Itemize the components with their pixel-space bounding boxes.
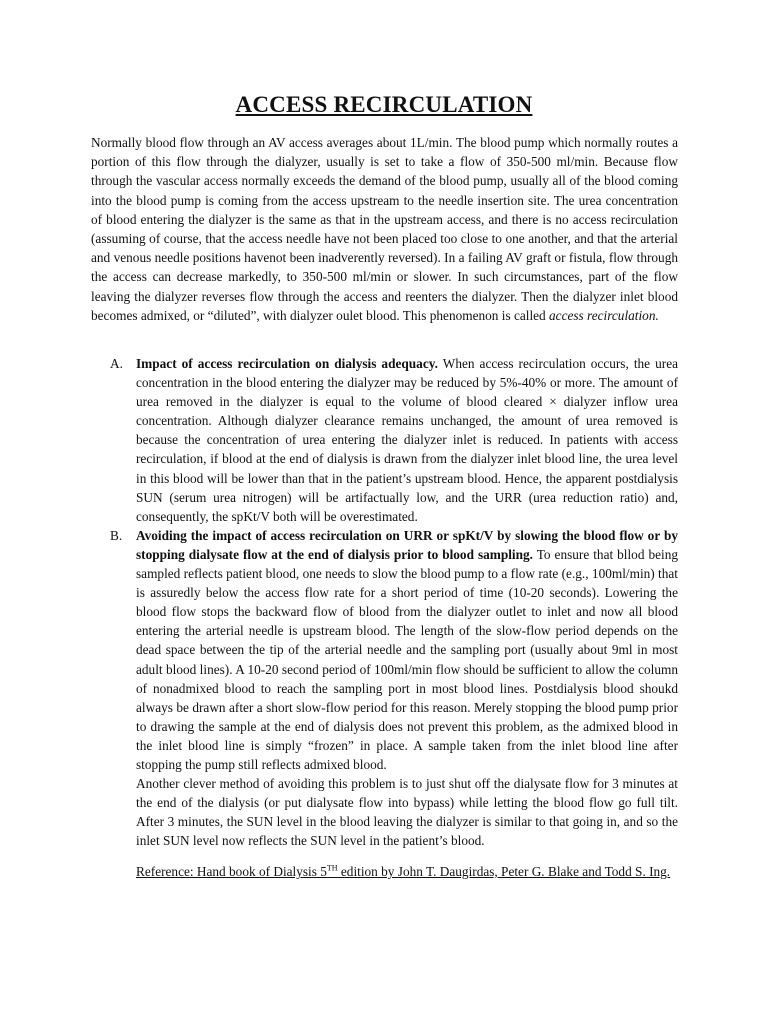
item-a-heading: Impact of access recirculation on dialysis adequacy. [136, 356, 438, 371]
intro-term: access recirculation. [549, 307, 659, 323]
reference-citation [136, 862, 678, 881]
list-item-a [110, 354, 679, 526]
item-b-extra: Another clever method of avoiding this problem is to just shut off the dialysate flow for 3 minutes at the end of the dialysis (or put dialysate flow into bypass) while letting the blood flow go full tilt. After 3 minutes, the SUN level in the blood leaving the dialyzer is similar to that going in, and so the inlet SUN level now reflects the SUN level in the patient’s blood. [136, 776, 678, 849]
intro-paragraph [91, 133, 678, 325]
item-a-body: When access recirculation occurs, the urea concentration in the blood entering the dialyzer may be reduced by 5%-40% or more. The amount of urea removed in the dialyzer is equal to the volume of blood cleared × dialyzer inflow urea concentration. Although dialyzer clearance remains unchanged, the amount of urea removed is because the concentration of urea entering the dialyzer inlet is reduced. In patients with access recirculation, if blood at the end of dialysis is drawn from the dialyzer inlet blood line, the urea level in this blood will be lower than that in the patient’s upstream blood. Hence, the apparent postdialysis SUN (serum urea nitrogen) will be artifactually low, and the URR (urea reduction ratio) and, consequently, the spKt/V both will be overestimated. [136, 356, 679, 524]
list-marker-a: A. [110, 356, 123, 371]
item-b-body: To ensure that bllod being sampled reflects patient blood, one needs to slow the blood pump to a flow rate (e.g., 100ml/min) that is assuredly below the access flow rate for a short period of time (10-20 seconds). Lowering the blood flow stops the backward flow of blood from the dialyzer outlet to inlet and now all blood entering the arterial needle is upstream blood. The length of the slow-flow period depends on the dead space between the tip of the arterial needle and the sampling port (usually about 9ml in most adult blood lines). A 10-20 second period of 100ml/min flow should be sufficient to allow the column of nonadmixed blood to reach the sampling port in most blood lines. Postdialysis blood shoukd always be drawn after a short slow-flow period for this reason. Merely stopping the blood pump prior to drawing the sample at the end of dialysis does not prevent this problem, as the admixed blood in the inlet blood line is simply “frozen” in place. A sample taken from the inlet blood line after stopping the pump still reflects admixed blood. [136, 546, 678, 772]
reference-prefix: Reference: Hand book of Dialysis 5 [136, 864, 327, 879]
list-item-b [110, 526, 678, 851]
reference-suffix: edition by John T. Daugirdas, Peter G. Blake and Todd S. Ing. [337, 864, 671, 879]
section-list [110, 354, 679, 850]
list-marker-b: B. [110, 527, 123, 543]
page-title: ACCESS RECIRCULATION [235, 92, 533, 117]
intro-text: Normally blood flow through an AV access averages about 1L/min. The blood pump which normally routes a portion of this flow through the dialyzer, usually is set to take a flow of 350-500 ml/min. Because flow through the vascular access normally exceeds the demand of the blood pump, usually all of the blood coming into the blood pump is coming from the access upstream to the needle insertion site. The urea concentration of blood entering the dialyzer is the same as that in the upstream access, and there is no access recirculation (assuming of course, that the access needle have not been placed too close to one another, and that the arterial and venous needle positions havenot been inadverently reversed). In a failing AV graft or fistula, flow through the access can decrease markedly, to 350-500 ml/min or slower. In such circumstances, part of the flow leaving the dialyzer reverses flow through the access and reenters the dialyzer. Then the dialyzer inlet blood becomes admixed, or “diluted”, with dialyzer oulet blood. This phenomenon is called [91, 135, 678, 323]
item-b-heading: Avoiding the impact of access recirculation on URR or spKt/V by slowing the blood flow or by stopping dialysate flow at the end of dialysis prior to blood sampling. [136, 527, 678, 562]
reference-superscript: TH [326, 863, 338, 873]
